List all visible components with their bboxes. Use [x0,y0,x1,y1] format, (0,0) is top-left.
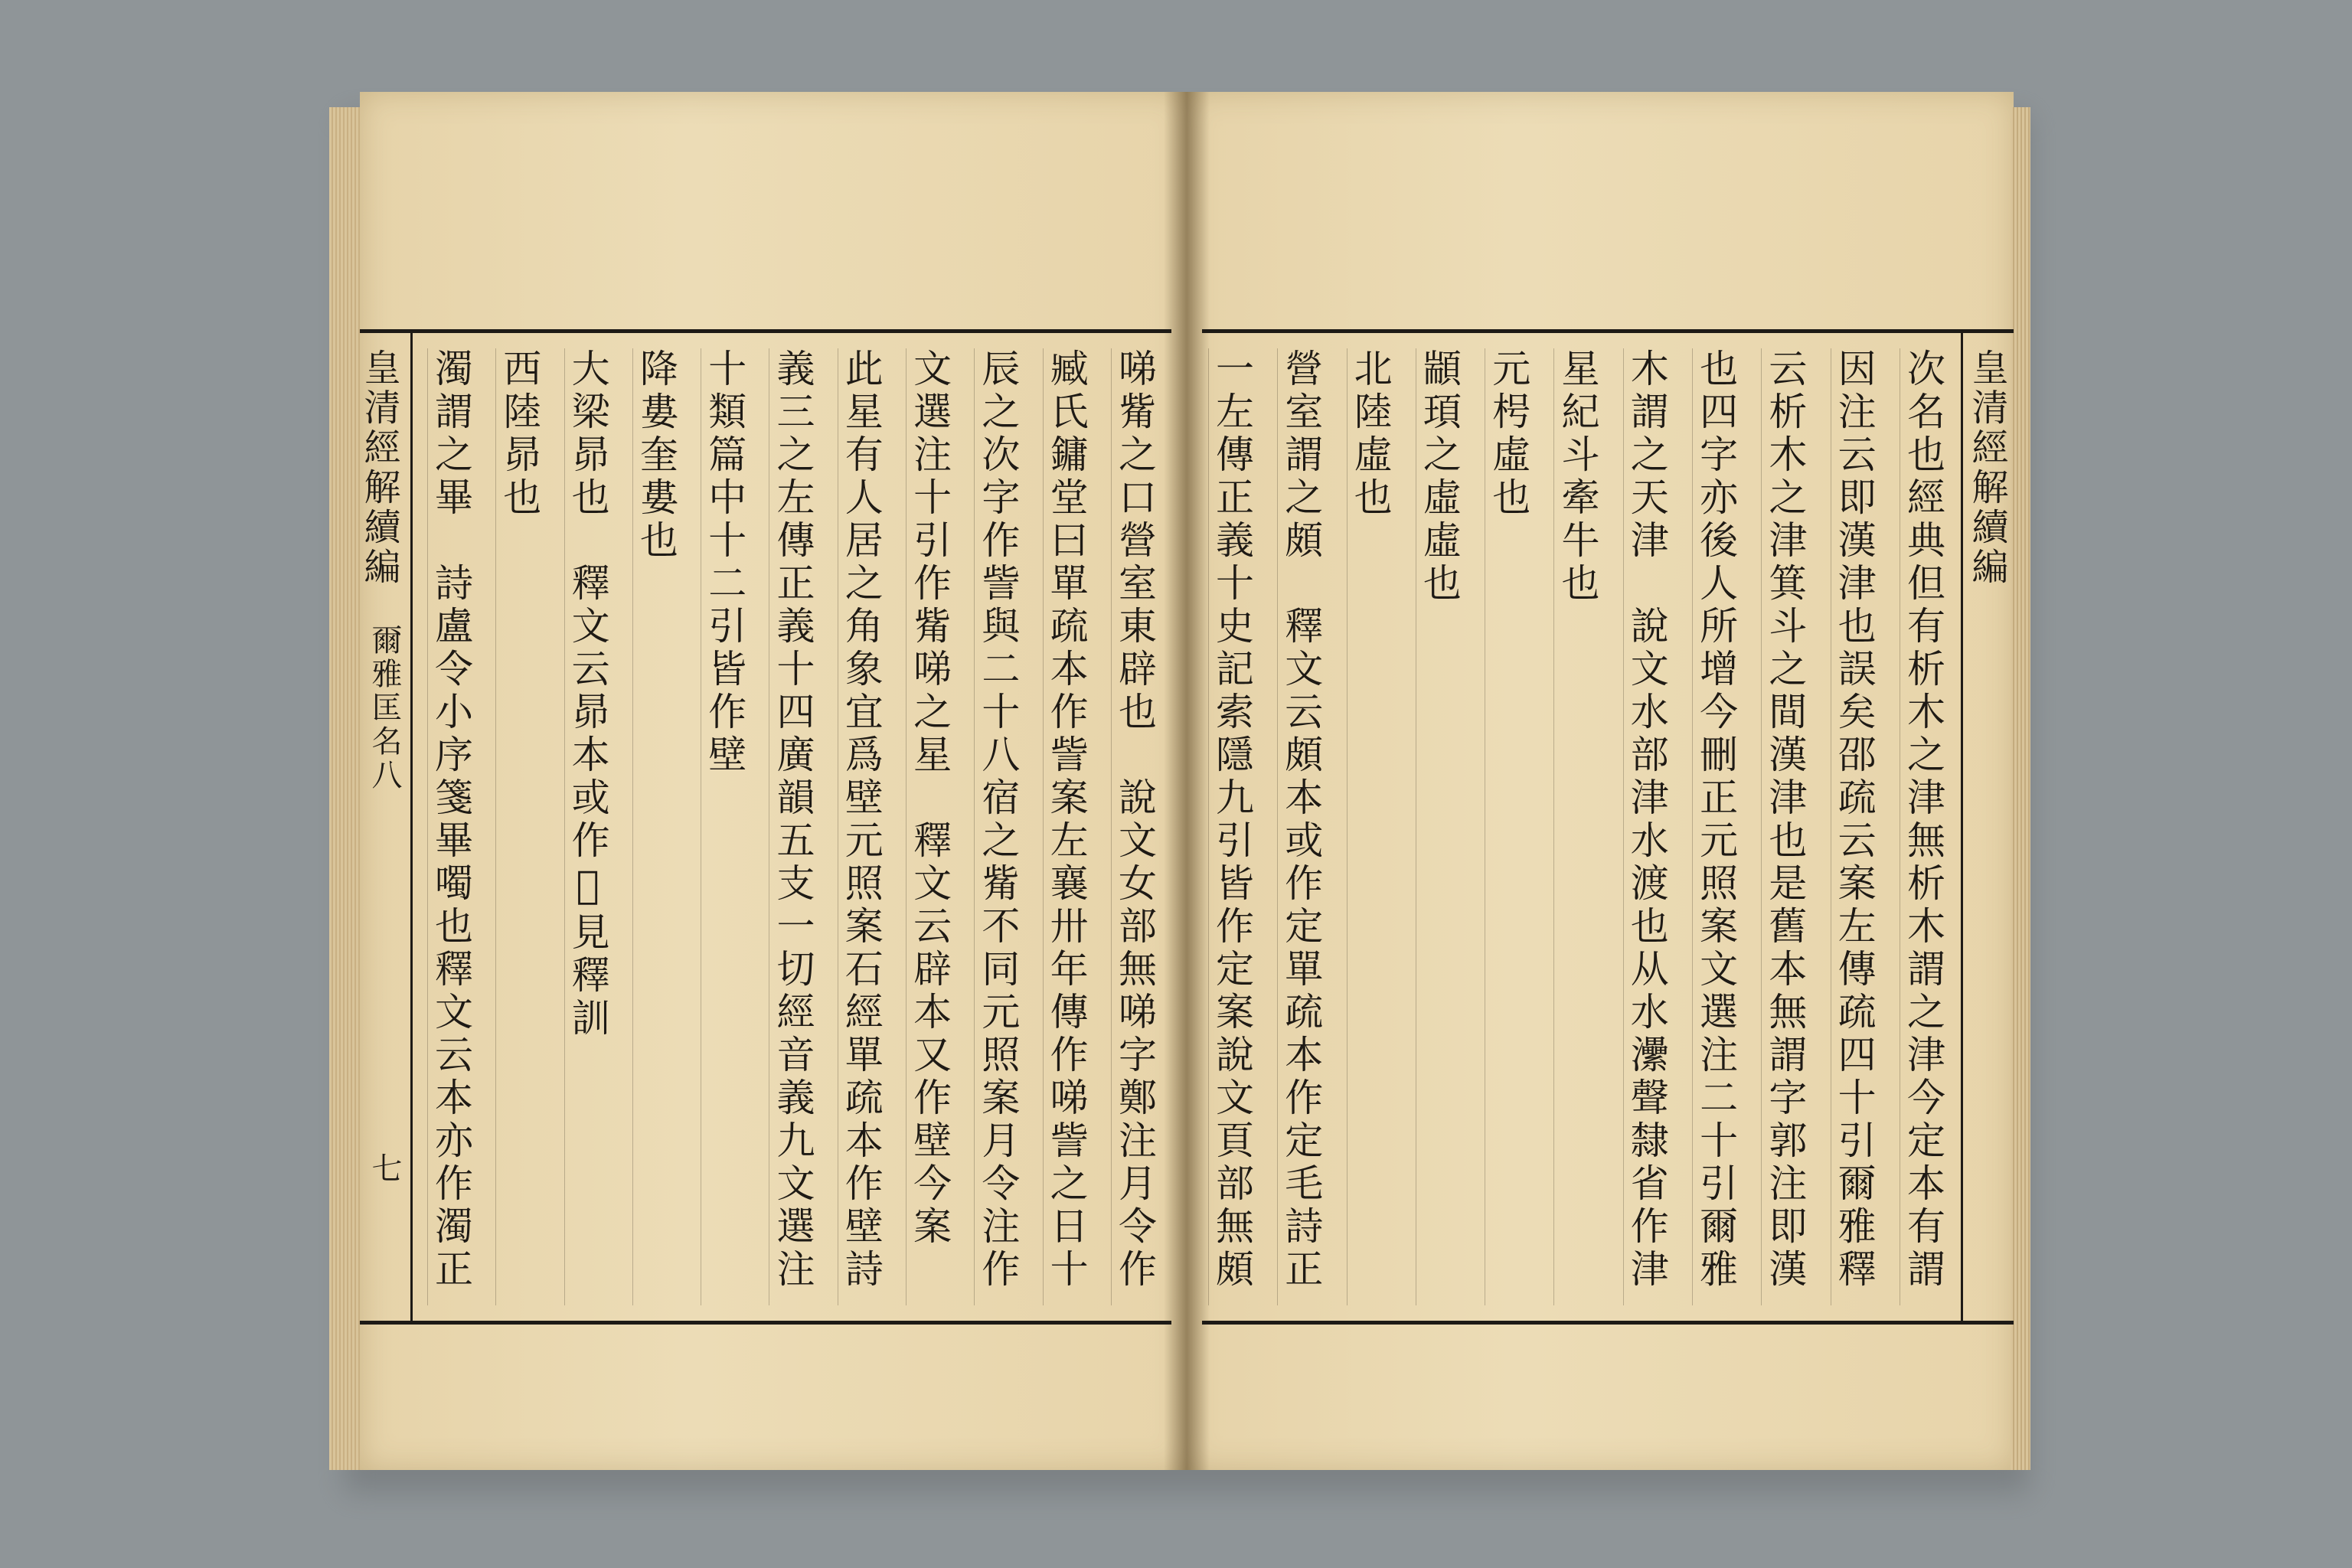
text-column: 㖒觜之口營室東辟也 說文女部無㖒字鄭注月令作 [1111,348,1158,1305]
right-text-frame [1202,329,2014,1325]
text-column: 降婁奎婁也 [632,348,679,1305]
left-margin-strip [355,333,413,1321]
left-margin-section: 爾雅匡名八 [367,624,402,792]
text-column: 營室謂之頗 釋文云頗本或作定單疏本作定毛詩正 [1277,348,1324,1305]
text-column: 星紀斗牽牛也 [1553,348,1600,1305]
left-margin-title: 皇清經解續編 [358,348,400,587]
text-column: 也四字亦後人所增今刪正元照案文選注二十引爾雅 [1692,348,1739,1305]
text-column: 北陸虛也 [1347,348,1393,1305]
text-column: 云析木之津箕斗之間漢津也是舊本無謂字郭注即漢 [1761,348,1808,1305]
text-column: 濁謂之畢 詩盧令小序箋畢噣也釋文云本亦作濁正 [427,348,474,1305]
text-column: 臧氏鏞堂曰單疏本作訾案左襄卅年傳作㖒訾之日十 [1043,348,1089,1305]
left-text-columns [421,348,1164,1305]
right-margin-strip [1961,333,2018,1321]
text-column: 顓頊之虛虛也 [1416,348,1462,1305]
text-column: 木謂之天津 說文水部津水渡也从水㶟聲隸省作津 [1623,348,1670,1305]
text-column: 元枵虛也 [1485,348,1531,1305]
text-column: 次名也經典但有析木之津無析木謂之津今定本有謂 [1900,348,1946,1305]
open-book [329,92,2029,1493]
text-column: 大梁昴也 釋文云昴本或作𣈆見釋訓 [564,348,611,1305]
right-margin-title: 皇清經解續編 [1965,348,2008,587]
left-text-frame [360,329,1171,1325]
text-column: 文選注十引作觜㖒之星 釋文云辟本又作壁今案 [906,348,952,1305]
left-margin-folio: 七 [367,1152,402,1186]
text-column: 義三之左傳正義十四廣韻五支一切經音義九文選注 [769,348,815,1305]
text-column: 因注云即漢津也誤矣邵疏云案左傳疏四十引爾雅釋 [1831,348,1877,1305]
text-column: 西陸昴也 [495,348,542,1305]
text-column: 一左傳正義十史記索隱九引皆作定案說文頁部無頗 [1208,348,1255,1305]
text-column: 辰之次字作訾與二十八宿之觜不同元照案月令注作 [974,348,1021,1305]
right-text-columns [1202,348,1952,1305]
text-column: 十類篇中十二引皆作壁 [701,348,747,1305]
text-column: 此星有人居之角象宜爲壁元照案石經單疏本作壁詩 [838,348,884,1305]
